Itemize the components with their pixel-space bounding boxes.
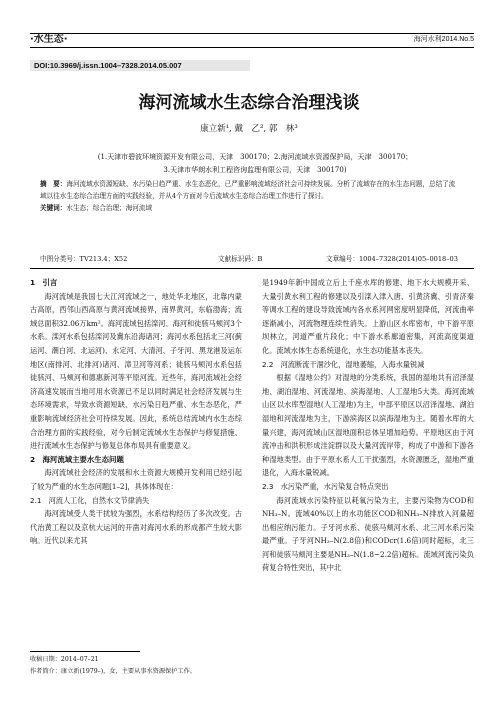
right-column [262,276,474,575]
subsection-heading-2-2: 2.2 河流断流干涸沙化，湿地萎缩，入海水量锐减 [262,359,425,369]
affiliation-line: (1.天津市碧波环境资源开发有限公司，天津 300170；2.海河流域水资源保护局，天津 300170； [97,153,413,161]
journal-issue: 海河水利2014.No.5 [413,36,474,43]
affiliations [50,151,460,177]
paragraph: 根据《湿地公约》对湿地的分类系统，我国的湿地共有沼泽湿地、湖泊湿地、河流湿地、滨海湿地、人工湿地5大类。海河流域山区以水库型湿地(人工湿地)为主，中部平原区以沼泽湿地、湖泊湿地和河流湿地为主，下游滨海区以滨海湿地为主。随着水库的大量兴建，海河流域山区湿地面积总体呈增加趋势。平原地区由于河流冲击和洪积形成洼淀群以及大量河流岸带，构成了中游和下游各种湿地类型。由于平原水系人工干扰强烈，水资源匮乏，湿地严重退化，入海水量锐减。 [262,373,474,478]
section-heading-intro: 1 引言 [30,278,58,287]
header-rule [30,268,474,269]
keywords [40,202,460,214]
article-title: 海河流域水生态综合治理浅谈 [138,93,360,113]
clc-number: 中图分类号：TV213.4；X52 [40,255,128,263]
article-number: 文章编号：1004–7328(2014)05–0018–03 [326,255,458,263]
keywords-label: 关键词： [40,204,67,212]
doi: DOI:10.3969/j.issn.1004–7328.2014.05.007 [34,61,182,70]
left-column [30,276,242,548]
authors: 康立新¹, 戴 乙², 郭 林³ [200,124,298,134]
paragraph: 海河流域水污染特征以耗氧污染为主，主要污染物为COD和NH₃–N。流域40%以上的水功能区COD和NH₃–N排放入河量超出相应纳污能力。子牙河水系、徒骇马颊河水系、北三河水系污染最严重。子牙河NH₃–N(2.8倍)和CODcr(1.6倍)同时超标，北三河和徒骇马颊河主要是NH₃–N(1.8~2.2倍)超标。流域河流污染负荷复合特性突出，其中北 [262,495,474,573]
document-code: 文献标识码：B [218,255,263,263]
author-bio: 作者简介：康立新(1979–)，女，主要从事水资源保护工作。 [30,668,196,675]
footnote [30,654,242,678]
abstract-text: 海河流域水资源短缺、水污染日趋严重、水生态恶化，已严重影响流域经济社会可持续发展。分析了流域存在的水生态问题，总结了流域以往水生态综合治理方面的实践经验，并从4个方面对今后流域水生态综合治理工作进行了探讨。 [40,180,456,200]
abstract-label: 摘 要： [40,180,67,188]
paragraph: 是1949年新中国成立后上千座水库的修建、地下水大规模开采、大量引黄水利工程的修建以及引滦入津入唐、引黄济冀、引青济秦等调水工程的建设导致流域内各水系河网密度明显降低，河流曲率逐渐减小，河流物理连续性消失。上游山区水库密布，中下游平原坝林立，河道严重片段化；中下游水系廊道密集，河流高度渠道化。流域水体生态系统退化，水生态功能基本丧失。 [262,278,474,355]
abstract-body [40,178,460,202]
header-bar [30,33,474,48]
abstract [40,178,460,214]
affiliation-line: 3.天津市华朗水利工程咨询监理有限公司，天津 300170) [163,166,347,174]
keywords-text: 水生态；综合治理；海河流域 [66,204,153,212]
subsection-heading-2-1: 2.1 河流人工化，自然水文节律消失 [30,495,150,505]
paragraph: 海河流域社会经济的发展和水土资源大规模开发利用已经引起了较为严重的水生态问题[1–2]，具体体现在： [30,468,242,491]
paragraph: 海河流域受人类干扰较为强烈，水系结构经历了多次改变。古代治黄工程以及京杭大运河的开凿对海河水系的形成都产生较大影响。近代以来尤其 [30,509,242,546]
section-tag: ·水生态· [30,34,68,45]
section-heading-problems: 2 海河流域主要水生态问题 [30,454,124,464]
footnote-rule [30,651,140,652]
received-date: 收稿日期：2014–07–21 [30,656,99,663]
subsection-heading-2-3: 2.3 水污染严重，水污染复合特点突出 [262,481,389,491]
paragraph: 海河流域是我国七大江河流域之一，地处华北地区，北靠内蒙古高原，西邻山西高原与黄河流域接界，南界黄河，东临渤海；流域总面积32.06万km²。海河流域包括滦河、海河和徒骇马颊河3个水系。滦河水系包括滦河及冀东沿海诸河；海河水系包括北三河(蓟运河、潮白河、北运河)、永定河、大清河、子牙河、黑龙港及运东地区(南排河、北排河)诸河、漳卫河等河系；徒骇马颊河水系包括徒骇河、马颊河和德惠新河等平原河流。近些年，海河流域社会经济高速发展而当地可用水资源已不足以同时满足社会经济发展与生态环境需求，导致水资源短缺、水污染日趋严重、水生态恶化，严重影响流域经济社会可持续发展。因此，系统总结流域内水生态综合治理方面的实践经验，对今后制定流域水生态保护与修复措施、进行流域水生态保护与修复总体布局具有重要意义。 [30,291,242,451]
